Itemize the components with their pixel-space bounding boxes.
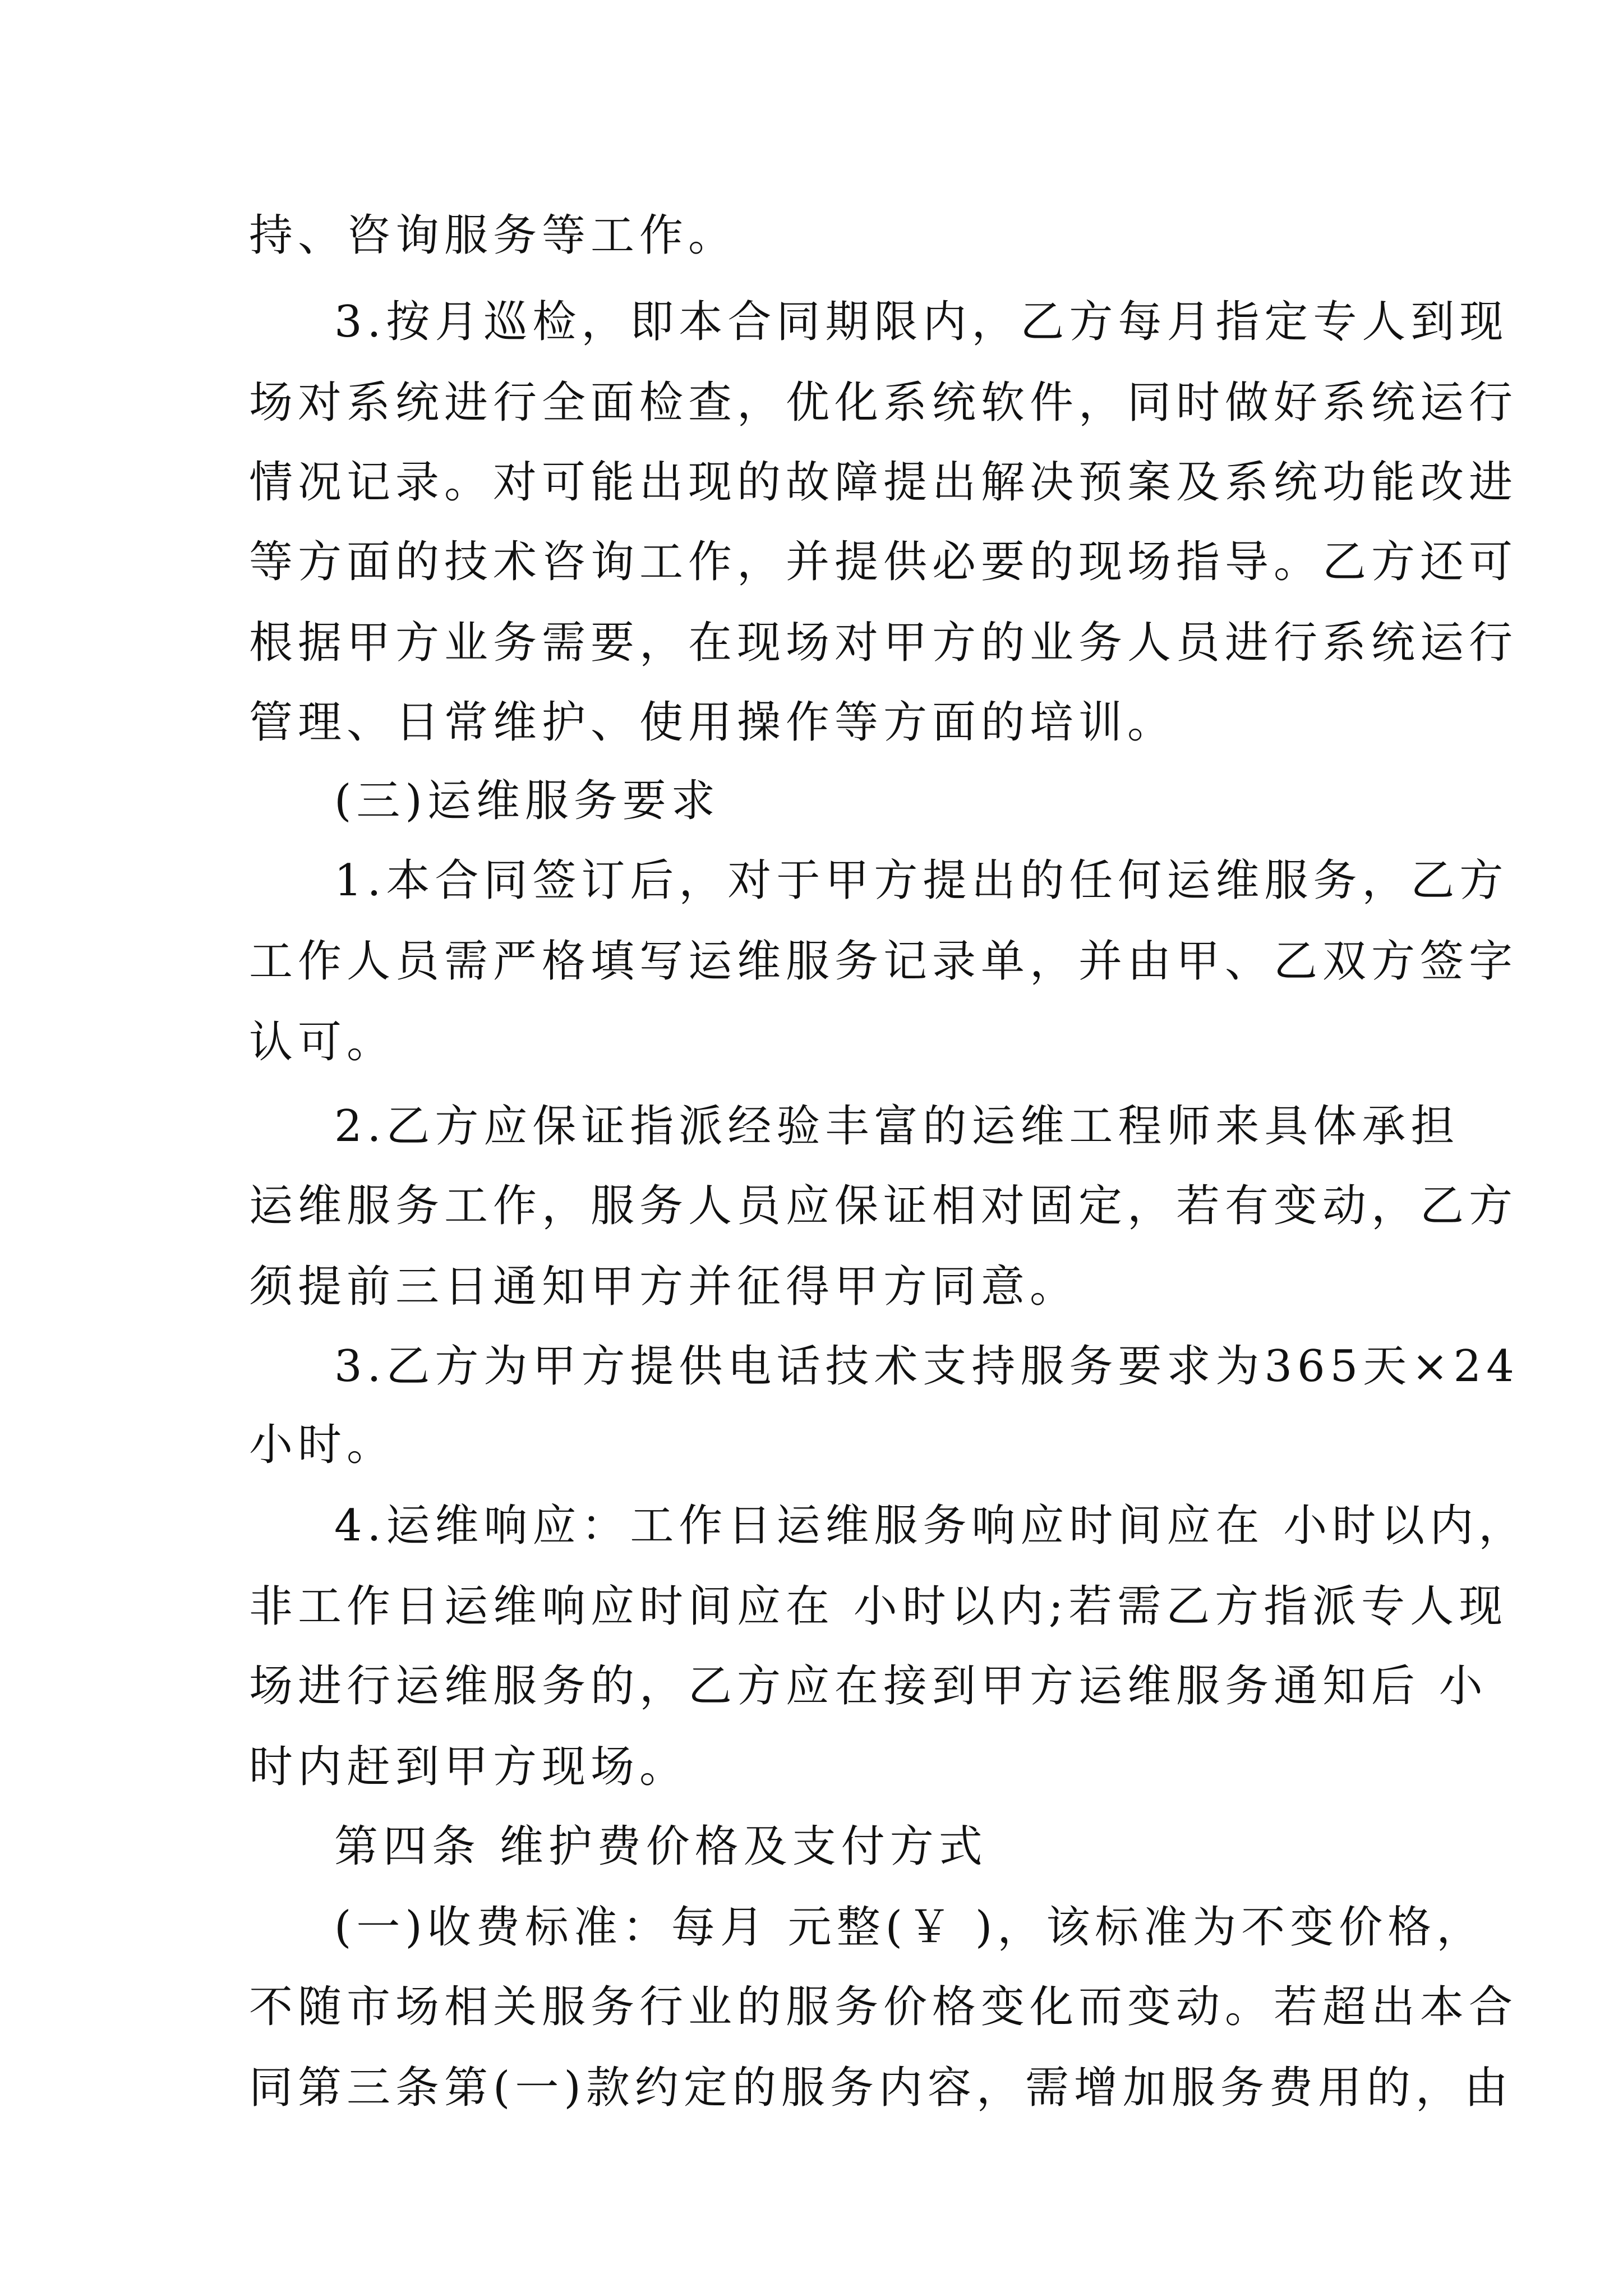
text-line: 持、咨询服务等工作。 (249, 210, 737, 261)
text-line: 4.运维响应：工作日运维服务响应时间应在 小时以内， (334, 1501, 1528, 1551)
text-line: 工作人员需严格填写运维服务记录单，并由甲、乙双方签字 (249, 936, 1518, 987)
text-line: 小时。 (249, 1420, 396, 1470)
text-line: 时内赶到甲方现场。 (249, 1742, 689, 1792)
text-line: 根据甲方业务需要，在现场对甲方的业务人员进行系统运行 (249, 618, 1518, 668)
text-line: 2.乙方应保证指派经验丰富的运维工程师来具体承担 (334, 1101, 1460, 1152)
text-line: 1.本合同签订后，对于甲方提出的任何运维服务，乙方 (334, 855, 1509, 906)
text-line: 情况记录。对可能出现的故障提出解决预案及系统功能改进 (249, 457, 1518, 508)
text-line: 3.乙方为甲方提供电话技术支持服务要求为365天×24 (334, 1341, 1519, 1392)
text-line: 3.按月巡检，即本合同期限内，乙方每月指定专人到现 (334, 297, 1509, 347)
text-line: (一)收费标准：每月 元整(￥ )，该标准为不变价格， (334, 1902, 1486, 1953)
text-line: 管理、日常维护、使用操作等方面的培训。 (249, 697, 1177, 748)
text-line: 场进行运维服务的，乙方应在接到甲方运维服务通知后 小 (249, 1661, 1488, 1711)
text-line: 同第三条第(一)款约定的服务内容，需增加服务费用的，由 (249, 2063, 1513, 2113)
text-line: 等方面的技术咨询工作，并提供必要的现场指导。乙方还可 (249, 537, 1518, 587)
section-heading: (三)运维服务要求 (334, 776, 720, 826)
text-line: 运维服务工作，服务人员应保证相对固定，若有变动，乙方 (249, 1181, 1518, 1231)
article-heading: 第四条 维护费价格及支付方式 (334, 1821, 988, 1872)
text-line: 认可。 (249, 1017, 396, 1068)
text-line: 场对系统进行全面检查，优化系统软件，同时做好系统运行 (249, 378, 1518, 428)
text-line: 非工作日运维响应时间应在 小时以内;若需乙方指派专人现 (249, 1581, 1508, 1632)
text-line: 不随市场相关服务行业的服务价格变化而变动。若超出本合 (249, 1982, 1518, 2032)
text-line: 须提前三日通知甲方并征得甲方同意。 (249, 1262, 1079, 1312)
